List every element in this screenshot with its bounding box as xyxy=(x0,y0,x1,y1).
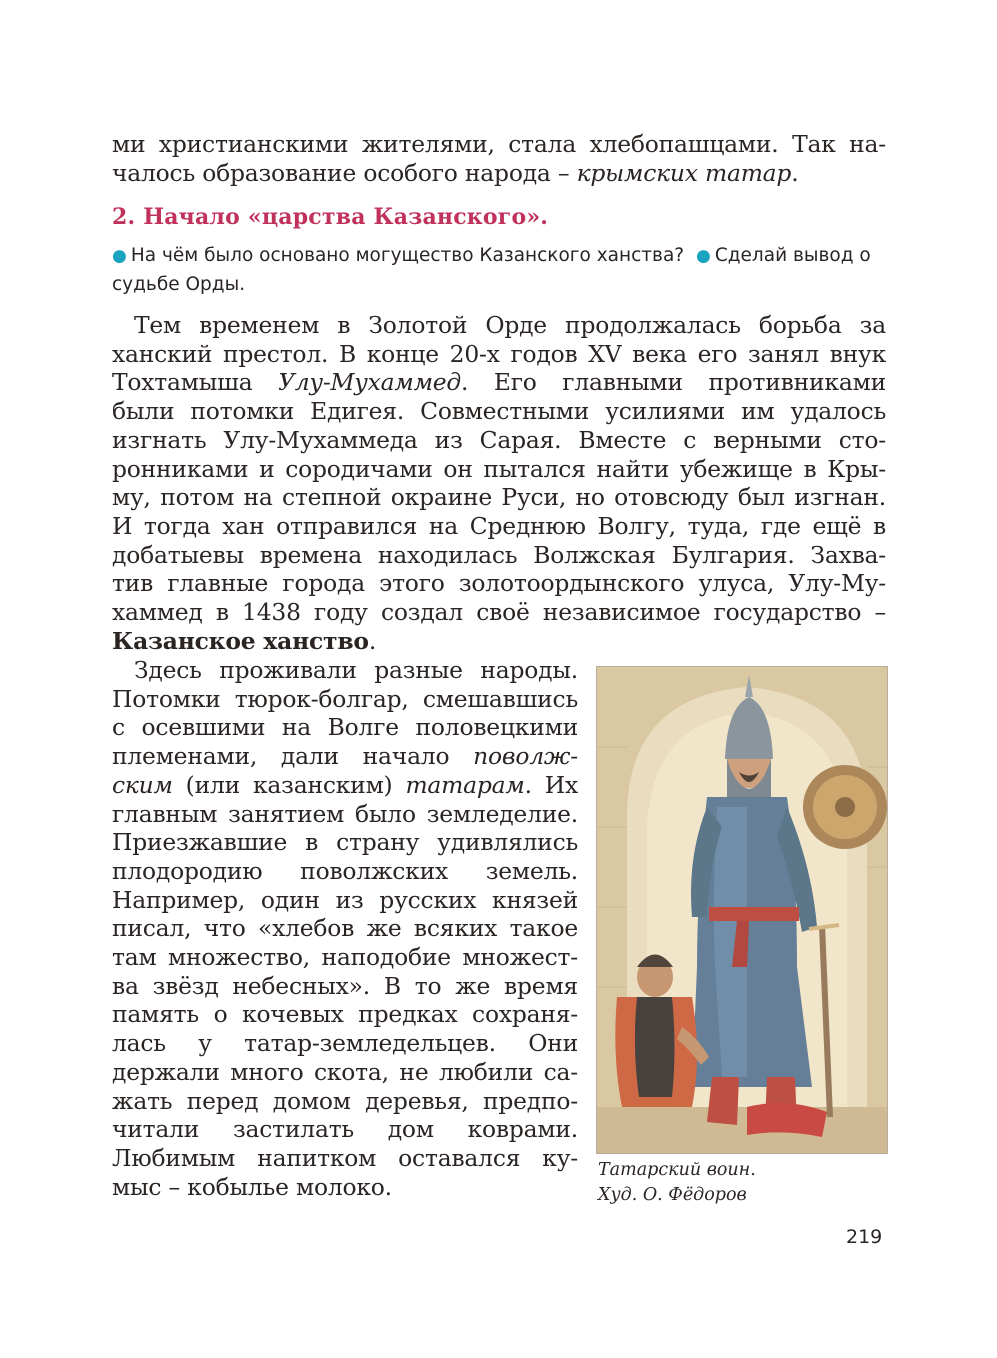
caption-artist: Худ. О. Фёдоров xyxy=(598,1185,747,1205)
caption-title: Татарский воин. xyxy=(598,1160,756,1180)
text-line: Казанское ханство. xyxy=(112,626,377,655)
question-1: На чём было основано могущество Казанского ханства? xyxy=(130,245,685,266)
text-line: ским (или казанским) татарам. Их xyxy=(112,770,578,799)
text-line: Тохтамыша Улу-Мухаммед. Его главными противниками xyxy=(112,368,886,397)
review-questions xyxy=(112,242,892,298)
illustration-tatar-warrior xyxy=(596,666,888,1154)
text-line: читали застилать дом коврами. xyxy=(112,1115,578,1144)
text-line: жать перед домом деревья, предпо- xyxy=(112,1086,578,1115)
text-line: И тогда хан отправился на Среднюю Волгу, туда, где ещё в xyxy=(112,511,886,540)
text-line: Приезжавшие в страну удивлялись xyxy=(112,828,578,857)
text-line: ронниками и сородичами он пытался найти убежище в Кры- xyxy=(112,454,886,483)
text-line: ва звёзд небесных». В то же время xyxy=(112,971,578,1000)
text-line: хаммед в 1438 году создал своё независимое государство – xyxy=(112,598,886,627)
page-number: 219 xyxy=(846,1226,883,1248)
text-line: лась у татар-земледельцев. Они xyxy=(112,1029,578,1058)
text-line: изгнать Улу-Мухаммеда из Сарая. Вместе с верными сто- xyxy=(112,425,886,454)
text-line: писал, что «хлебов же всяких такое xyxy=(112,914,578,943)
warrior-painting xyxy=(597,667,887,1153)
text-line: чалось образование особого народа – крымских татар. xyxy=(112,158,799,187)
text-line: Тем временем в Золотой Орде продолжалась борьба за xyxy=(134,311,886,339)
text-line: держали много скота, не любили са- xyxy=(112,1057,578,1086)
intro-paragraph xyxy=(112,130,886,187)
text-line: мыс – кобылье молоко. xyxy=(112,1172,392,1201)
text-line: ми христианскими жителями, стала хлебопашцами. Так на- xyxy=(112,130,886,158)
text-line: Здесь проживали разные народы. xyxy=(134,656,578,684)
text-line: племенами, дали начало поволж- xyxy=(112,742,578,771)
text-line: тив главные города этого золотоордынского улуса, Улу-Му- xyxy=(112,569,886,598)
text-line: Например, один из русских князей xyxy=(112,885,578,914)
text-line: му, потом на степной окраине Руси, но отовсюду был изгнан. xyxy=(112,483,886,512)
text-line: Любимым напитком оставался ку- xyxy=(112,1143,578,1172)
bullet-icon: ● xyxy=(112,246,127,266)
paragraph-1 xyxy=(112,311,886,655)
question-2: Сделай вывод о судьбе Орды. xyxy=(112,245,871,295)
section-heading: 2. Начало «царства Казанского». xyxy=(112,204,549,230)
text-line: Потомки тюрок-болгар, смешавшись xyxy=(112,684,578,713)
text-line: добатыевы времена находилась Волжская Булгария. Захва- xyxy=(112,540,886,569)
paragraph-2 xyxy=(112,656,578,1201)
text-line: ханский престол. В конце 20-х годов XV века его занял внук xyxy=(112,339,886,368)
text-line: главным занятием было земледелие. xyxy=(112,799,578,828)
text-line: плодородию поволжских земель. xyxy=(112,856,578,885)
text-line: с осевшими на Волге половецкими xyxy=(112,713,578,742)
text-line: там множество, наподобие множест- xyxy=(112,943,578,972)
bullet-icon: ● xyxy=(696,246,711,266)
text-line: память о кочевых предках сохраня- xyxy=(112,1000,578,1029)
figure-caption xyxy=(598,1158,756,1208)
text-line: были потомки Едигея. Совместными усилиями им удалось xyxy=(112,397,886,426)
